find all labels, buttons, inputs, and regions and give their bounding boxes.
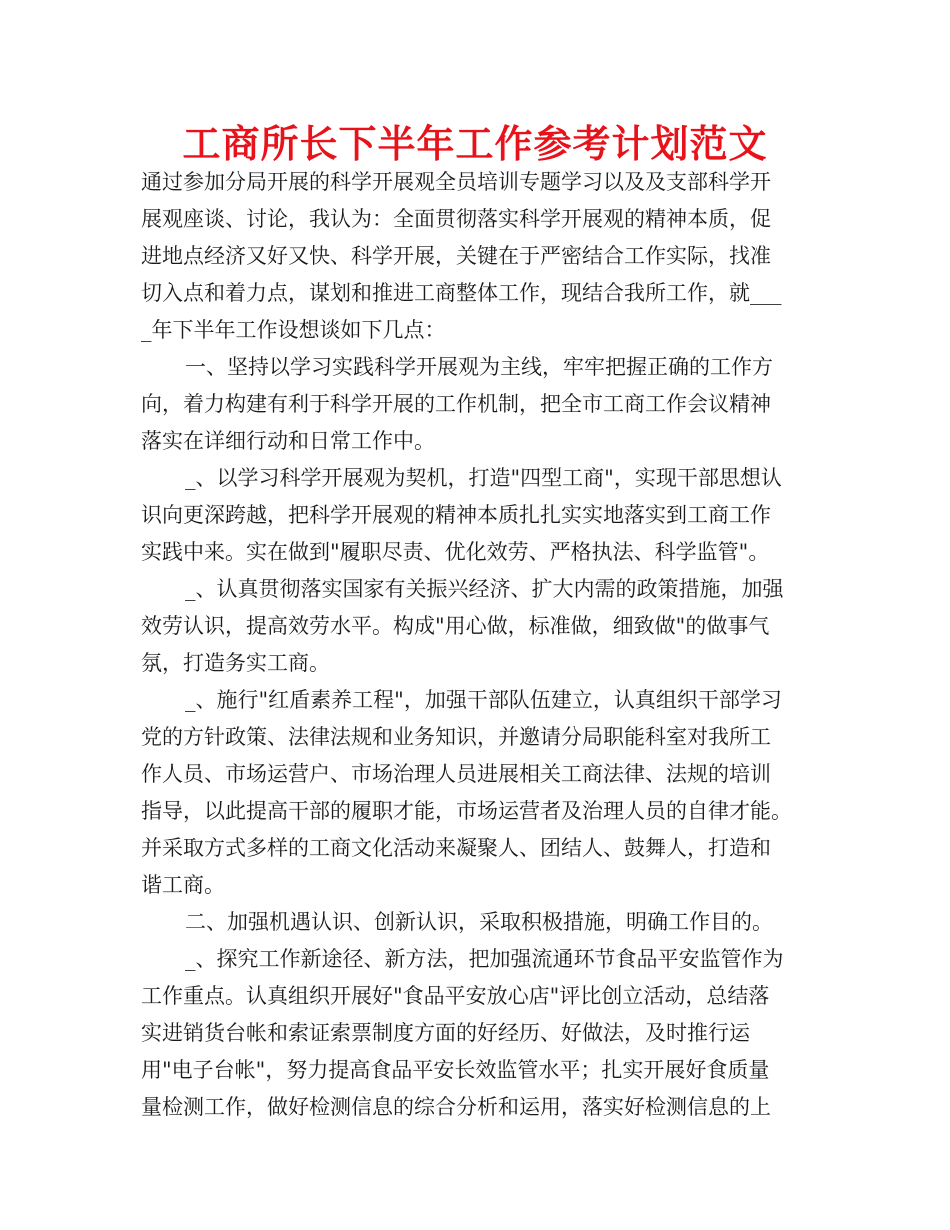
body-line: 实践中来。实在做到"履职尽责、优化效劳、严格执法、科学监管"。 — [141, 540, 770, 564]
body-line: 并采取方式多样的工商文化活动来凝聚人、团结人、鼓舞人，打造和 — [141, 836, 771, 860]
body-line: 用"电子台帐"，努力提高食品平安长效监管水平；扎实开展好食质量 — [141, 1058, 770, 1082]
body-line: 二、加强机遇认识、创新认识，采取积极措施，明确工作目的。 — [185, 910, 773, 934]
body-line: 通过参加分局开展的科学开展观全员培训专题学习以及及支部科学开 — [141, 170, 771, 194]
body-line: _、施行"红盾素养工程"，加强干部队伍建立，认真组织干部学习 — [185, 688, 782, 712]
body-line: 谐工商。 — [141, 873, 225, 897]
document-body — [141, 164, 813, 1126]
body-line: 作人员、市场运营户、市场治理人员进展相关工商法律、法规的培训 — [141, 762, 771, 786]
body-line: 识向更深跨越，把科学开展观的精神本质扎扎实实地落实到工商工作 — [141, 503, 771, 527]
body-line: 指导，以此提高干部的履职才能，市场运营者及治理人员的自律才能。 — [141, 799, 792, 823]
body-line: 展观座谈、讨论，我认为：全面贯彻落实科学开展观的精神本质，促 — [141, 207, 771, 231]
body-line: 实进销货台帐和索证索票制度方面的好经历、好做法，及时推行运 — [141, 1021, 750, 1045]
body-line: 落实在详细行动和日常工作中。 — [141, 429, 435, 453]
body-line: 效劳认识，提高效劳水平。构成"用心做，标准做，细致做"的做事气 — [141, 614, 770, 638]
document-title: 工商所长下半年工作参考计划范文 — [182, 122, 768, 166]
body-line: 一、坚持以学习实践科学开展观为主线，牢牢把握正确的工作方 — [185, 355, 773, 379]
body-line: _、探究工作新途径、新方法，把加强流通环节食品平安监管作为 — [185, 947, 784, 971]
body-line: 量检测工作，做好检测信息的综合分析和运用，落实好检测信息的上 — [141, 1095, 771, 1119]
body-line: 切入点和着力点，谋划和推进工商整体工作，现结合我所工作，就___ — [141, 281, 782, 305]
body-line: _年下半年工作设想谈如下几点： — [141, 318, 446, 342]
body-line: _、认真贯彻落实国家有关振兴经济、扩大内需的政策措施，加强 — [185, 577, 784, 601]
body-line: 向，着力构建有利于科学开展的工作机制，把全市工商工作会议精神 — [141, 392, 771, 416]
body-line: 氛，打造务实工商。 — [141, 651, 330, 675]
body-line: _、以学习科学开展观为契机，打造"四型工商"，实现干部思想认 — [185, 466, 782, 490]
body-line: 工作重点。认真组织开展好"食品平安放心店"评比创立活动，总结落 — [141, 984, 770, 1008]
body-line: 进地点经济又好又快、科学开展，关键在于严密结合工作实际，找准 — [141, 244, 771, 268]
body-line: 党的方针政策、法律法规和业务知识，并邀请分局职能科室对我所工 — [141, 725, 771, 749]
